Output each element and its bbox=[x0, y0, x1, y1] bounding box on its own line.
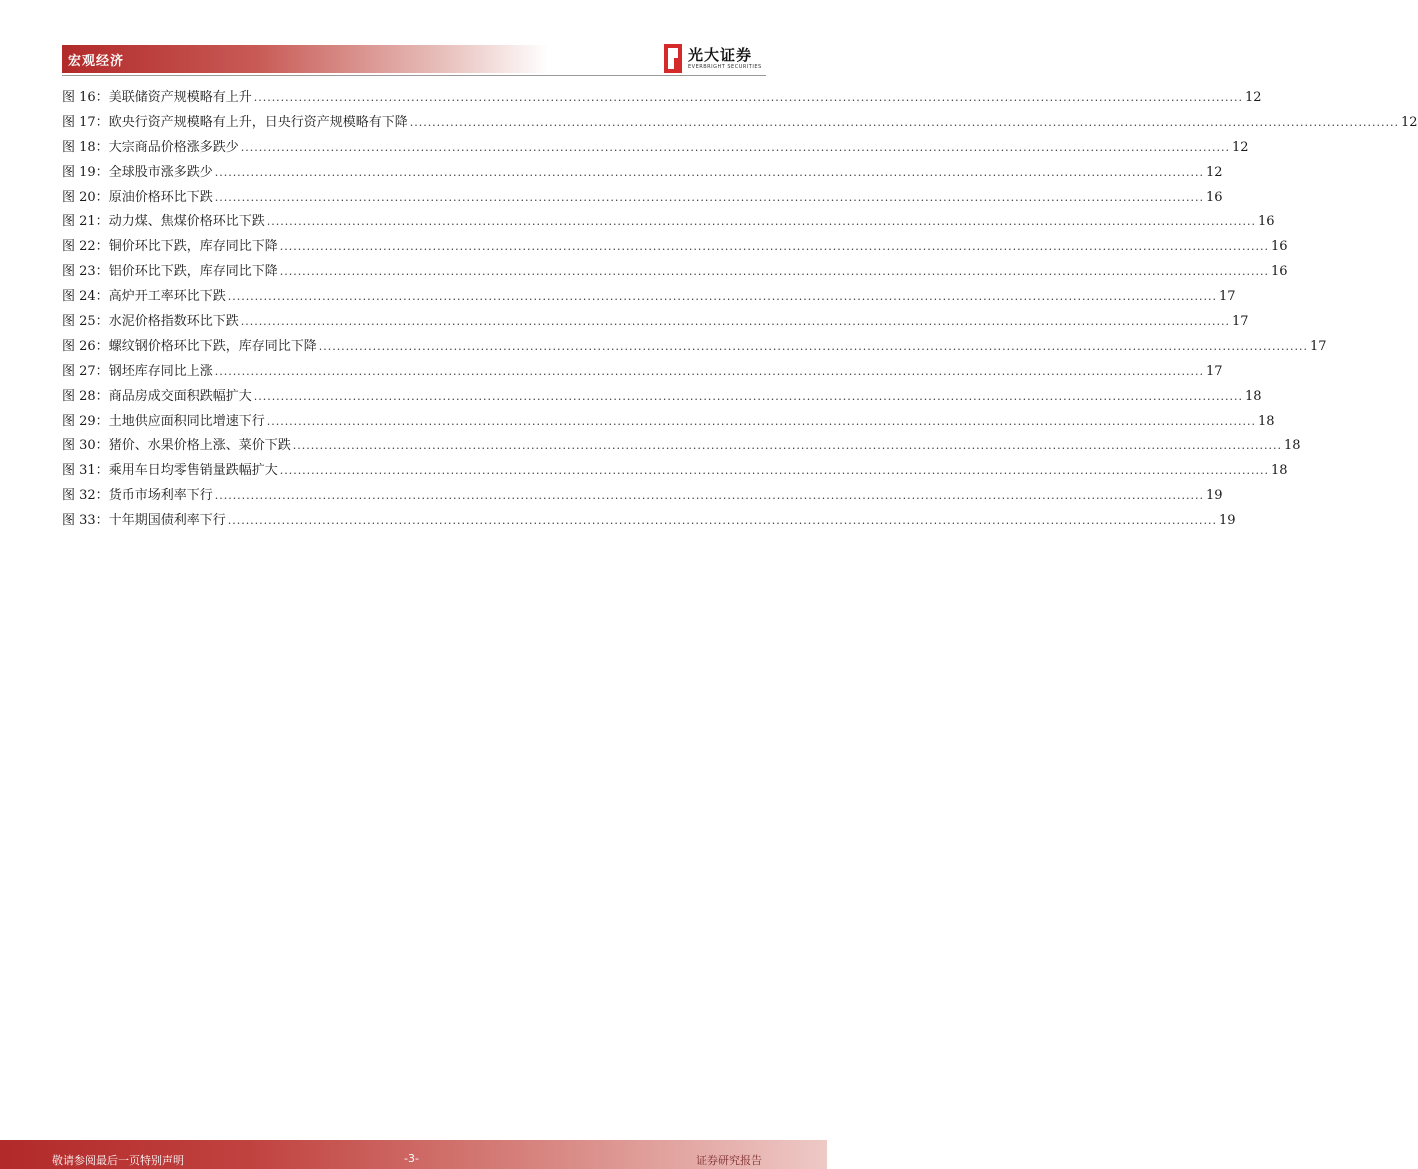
toc-page-number: 18 bbox=[1244, 388, 1262, 404]
toc-figure-label: 图 17： bbox=[62, 114, 109, 130]
toc-figure-label: 图 25： bbox=[62, 314, 109, 330]
toc-page-number: 18 bbox=[1283, 438, 1301, 454]
toc-page-number: 12 bbox=[1205, 164, 1223, 180]
toc-figure-title: 原油价格环比下跌 bbox=[108, 189, 213, 205]
toc-page-number: 18 bbox=[1270, 463, 1288, 479]
toc-dot-leader: ............................................................................................................................................................................................................................ bbox=[214, 190, 1204, 204]
toc-figure-label: 图 18： bbox=[62, 139, 109, 155]
toc-dot-leader: ............................................................................................................................................................................................................................ bbox=[279, 464, 1269, 478]
toc-dot-leader: ............................................................................................................................................................................................................................ bbox=[266, 414, 1256, 428]
toc-figure-label: 图 33： bbox=[62, 513, 109, 529]
everbright-logo-icon bbox=[664, 44, 682, 73]
toc-figure-label: 图 26： bbox=[62, 338, 109, 354]
toc-page-number: 17 bbox=[1218, 289, 1236, 305]
toc-dot-leader: ............................................................................................................................................................................................................................ bbox=[240, 315, 1230, 329]
toc-entry[interactable] bbox=[62, 360, 1223, 385]
toc-dot-leader: ............................................................................................................................................................................................................................ bbox=[214, 489, 1204, 503]
toc-figure-label: 图 21： bbox=[62, 214, 109, 230]
toc-entry[interactable] bbox=[62, 235, 1288, 260]
toc-entry[interactable] bbox=[62, 310, 1249, 335]
toc-dot-leader: ............................................................................................................................................................................................................................ bbox=[227, 290, 1217, 304]
toc-dot-leader: ............................................................................................................................................................................................................................ bbox=[253, 91, 1243, 104]
toc-dot-leader: ............................................................................................................................................................................................................................ bbox=[227, 514, 1217, 528]
toc-page-number: 19 bbox=[1205, 488, 1223, 504]
toc-entry[interactable] bbox=[62, 111, 1418, 136]
footer-disclaimer: 敬请参阅最后一页特别声明 bbox=[52, 1154, 184, 1167]
toc-page-number: 18 bbox=[1257, 413, 1275, 429]
toc-figure-title: 铝价环比下跌，库存同比下降 bbox=[108, 264, 278, 280]
toc-dot-leader: ............................................................................................................................................................................................................................ bbox=[279, 240, 1269, 254]
toc-figure-title: 全球股市涨多跌少 bbox=[108, 164, 213, 180]
toc-dot-leader: ............................................................................................................................................................................................................................ bbox=[279, 265, 1269, 279]
toc-dot-leader: ............................................................................................................................................................................................................................ bbox=[240, 140, 1230, 154]
toc-figure-title: 乘用车日均零售销量跌幅扩大 bbox=[108, 463, 278, 479]
toc-page-number: 17 bbox=[1309, 338, 1327, 354]
toc-figure-title: 螺纹钢价格环比下跌，库存同比下降 bbox=[108, 338, 317, 354]
toc-entry[interactable] bbox=[62, 210, 1275, 235]
toc-page-number: 16 bbox=[1257, 214, 1275, 230]
toc-figure-title: 铜价环比下跌，库存同比下降 bbox=[108, 239, 278, 255]
toc-figure-label: 图 24： bbox=[62, 289, 109, 305]
toc-page-number: 16 bbox=[1270, 264, 1288, 280]
toc-figure-title: 水泥价格指数环比下跌 bbox=[108, 314, 239, 330]
toc-page-number: 12 bbox=[1400, 114, 1418, 130]
toc-entry[interactable] bbox=[62, 186, 1223, 211]
toc-dot-leader: ............................................................................................................................................................................................................................ bbox=[214, 364, 1204, 378]
toc-entry[interactable] bbox=[62, 86, 1262, 111]
page-number: -3- bbox=[404, 1152, 419, 1165]
toc-entry[interactable] bbox=[62, 484, 1223, 509]
toc-page-number: 19 bbox=[1218, 513, 1236, 529]
brand-logo bbox=[664, 44, 774, 74]
toc-entry[interactable] bbox=[62, 260, 1288, 285]
toc-page-number: 17 bbox=[1205, 363, 1223, 379]
toc-figure-label: 图 30： bbox=[62, 438, 109, 454]
toc-entry[interactable] bbox=[62, 161, 1223, 186]
toc-dot-leader: ............................................................................................................................................................................................................................ bbox=[266, 215, 1256, 229]
toc-figure-title: 十年期国债利率下行 bbox=[108, 513, 226, 529]
toc-page-number: 17 bbox=[1231, 314, 1249, 330]
toc-figure-title: 钢坯库存同比上涨 bbox=[108, 363, 213, 379]
toc-entry[interactable] bbox=[62, 509, 1236, 534]
toc-page-number: 12 bbox=[1231, 139, 1249, 155]
toc-figure-label: 图 23： bbox=[62, 264, 109, 280]
toc-dot-leader: ............................................................................................................................................................................................................................ bbox=[253, 389, 1243, 403]
section-title: 宏观经济 bbox=[68, 54, 125, 69]
toc-figure-title: 货币市场利率下行 bbox=[108, 488, 213, 504]
toc-figure-title: 欧央行资产规模略有上升，日央行资产规模略有下降 bbox=[108, 114, 408, 130]
toc-figure-title: 高炉开工率环比下跌 bbox=[108, 289, 226, 305]
toc-entry[interactable] bbox=[62, 434, 1301, 459]
toc-entry[interactable] bbox=[62, 136, 1249, 161]
toc-figure-label: 图 29： bbox=[62, 413, 109, 429]
header-band bbox=[62, 45, 548, 73]
toc-entry[interactable] bbox=[62, 335, 1327, 360]
report-type: 证券研究报告 bbox=[696, 1154, 762, 1167]
logo-subtitle: EVERBRIGHT SECURITIES bbox=[688, 64, 762, 70]
toc-figure-title: 商品房成交面积跌幅扩大 bbox=[108, 388, 252, 404]
toc-figure-label: 图 32： bbox=[62, 488, 109, 504]
toc-entry[interactable] bbox=[62, 285, 1236, 310]
toc-dot-leader: ............................................................................................................................................................................................................................ bbox=[214, 165, 1204, 179]
toc-entry[interactable] bbox=[62, 410, 1275, 435]
toc-figure-title: 猪价、水果价格上涨、菜价下跌 bbox=[108, 438, 291, 454]
figure-index bbox=[62, 86, 1418, 534]
toc-figure-label: 图 19： bbox=[62, 164, 109, 180]
toc-figure-label: 图 31： bbox=[62, 463, 109, 479]
toc-figure-label: 图 20： bbox=[62, 189, 109, 205]
toc-entry[interactable] bbox=[62, 459, 1288, 484]
toc-dot-leader: ............................................................................................................................................................................................................................ bbox=[318, 339, 1308, 353]
toc-figure-title: 大宗商品价格涨多跌少 bbox=[108, 139, 239, 155]
toc-figure-label: 图 22： bbox=[62, 239, 109, 255]
toc-figure-title: 美联储资产规模略有上升 bbox=[108, 90, 252, 105]
toc-figure-label: 图 16： bbox=[62, 90, 109, 105]
toc-figure-label: 图 28： bbox=[62, 388, 109, 404]
toc-dot-leader: ............................................................................................................................................................................................................................ bbox=[409, 115, 1399, 129]
toc-figure-title: 土地供应面积同比增速下行 bbox=[108, 413, 265, 429]
toc-page-number: 12 bbox=[1244, 90, 1262, 105]
logo-name: 光大证券 bbox=[688, 46, 753, 64]
toc-figure-label: 图 27： bbox=[62, 363, 109, 379]
toc-dot-leader: ............................................................................................................................................................................................................................ bbox=[292, 439, 1282, 453]
toc-figure-title: 动力煤、焦煤价格环比下跌 bbox=[108, 214, 265, 230]
toc-page-number: 16 bbox=[1205, 189, 1223, 205]
header-divider bbox=[62, 75, 766, 76]
toc-entry[interactable] bbox=[62, 385, 1262, 410]
toc-page-number: 16 bbox=[1270, 239, 1288, 255]
